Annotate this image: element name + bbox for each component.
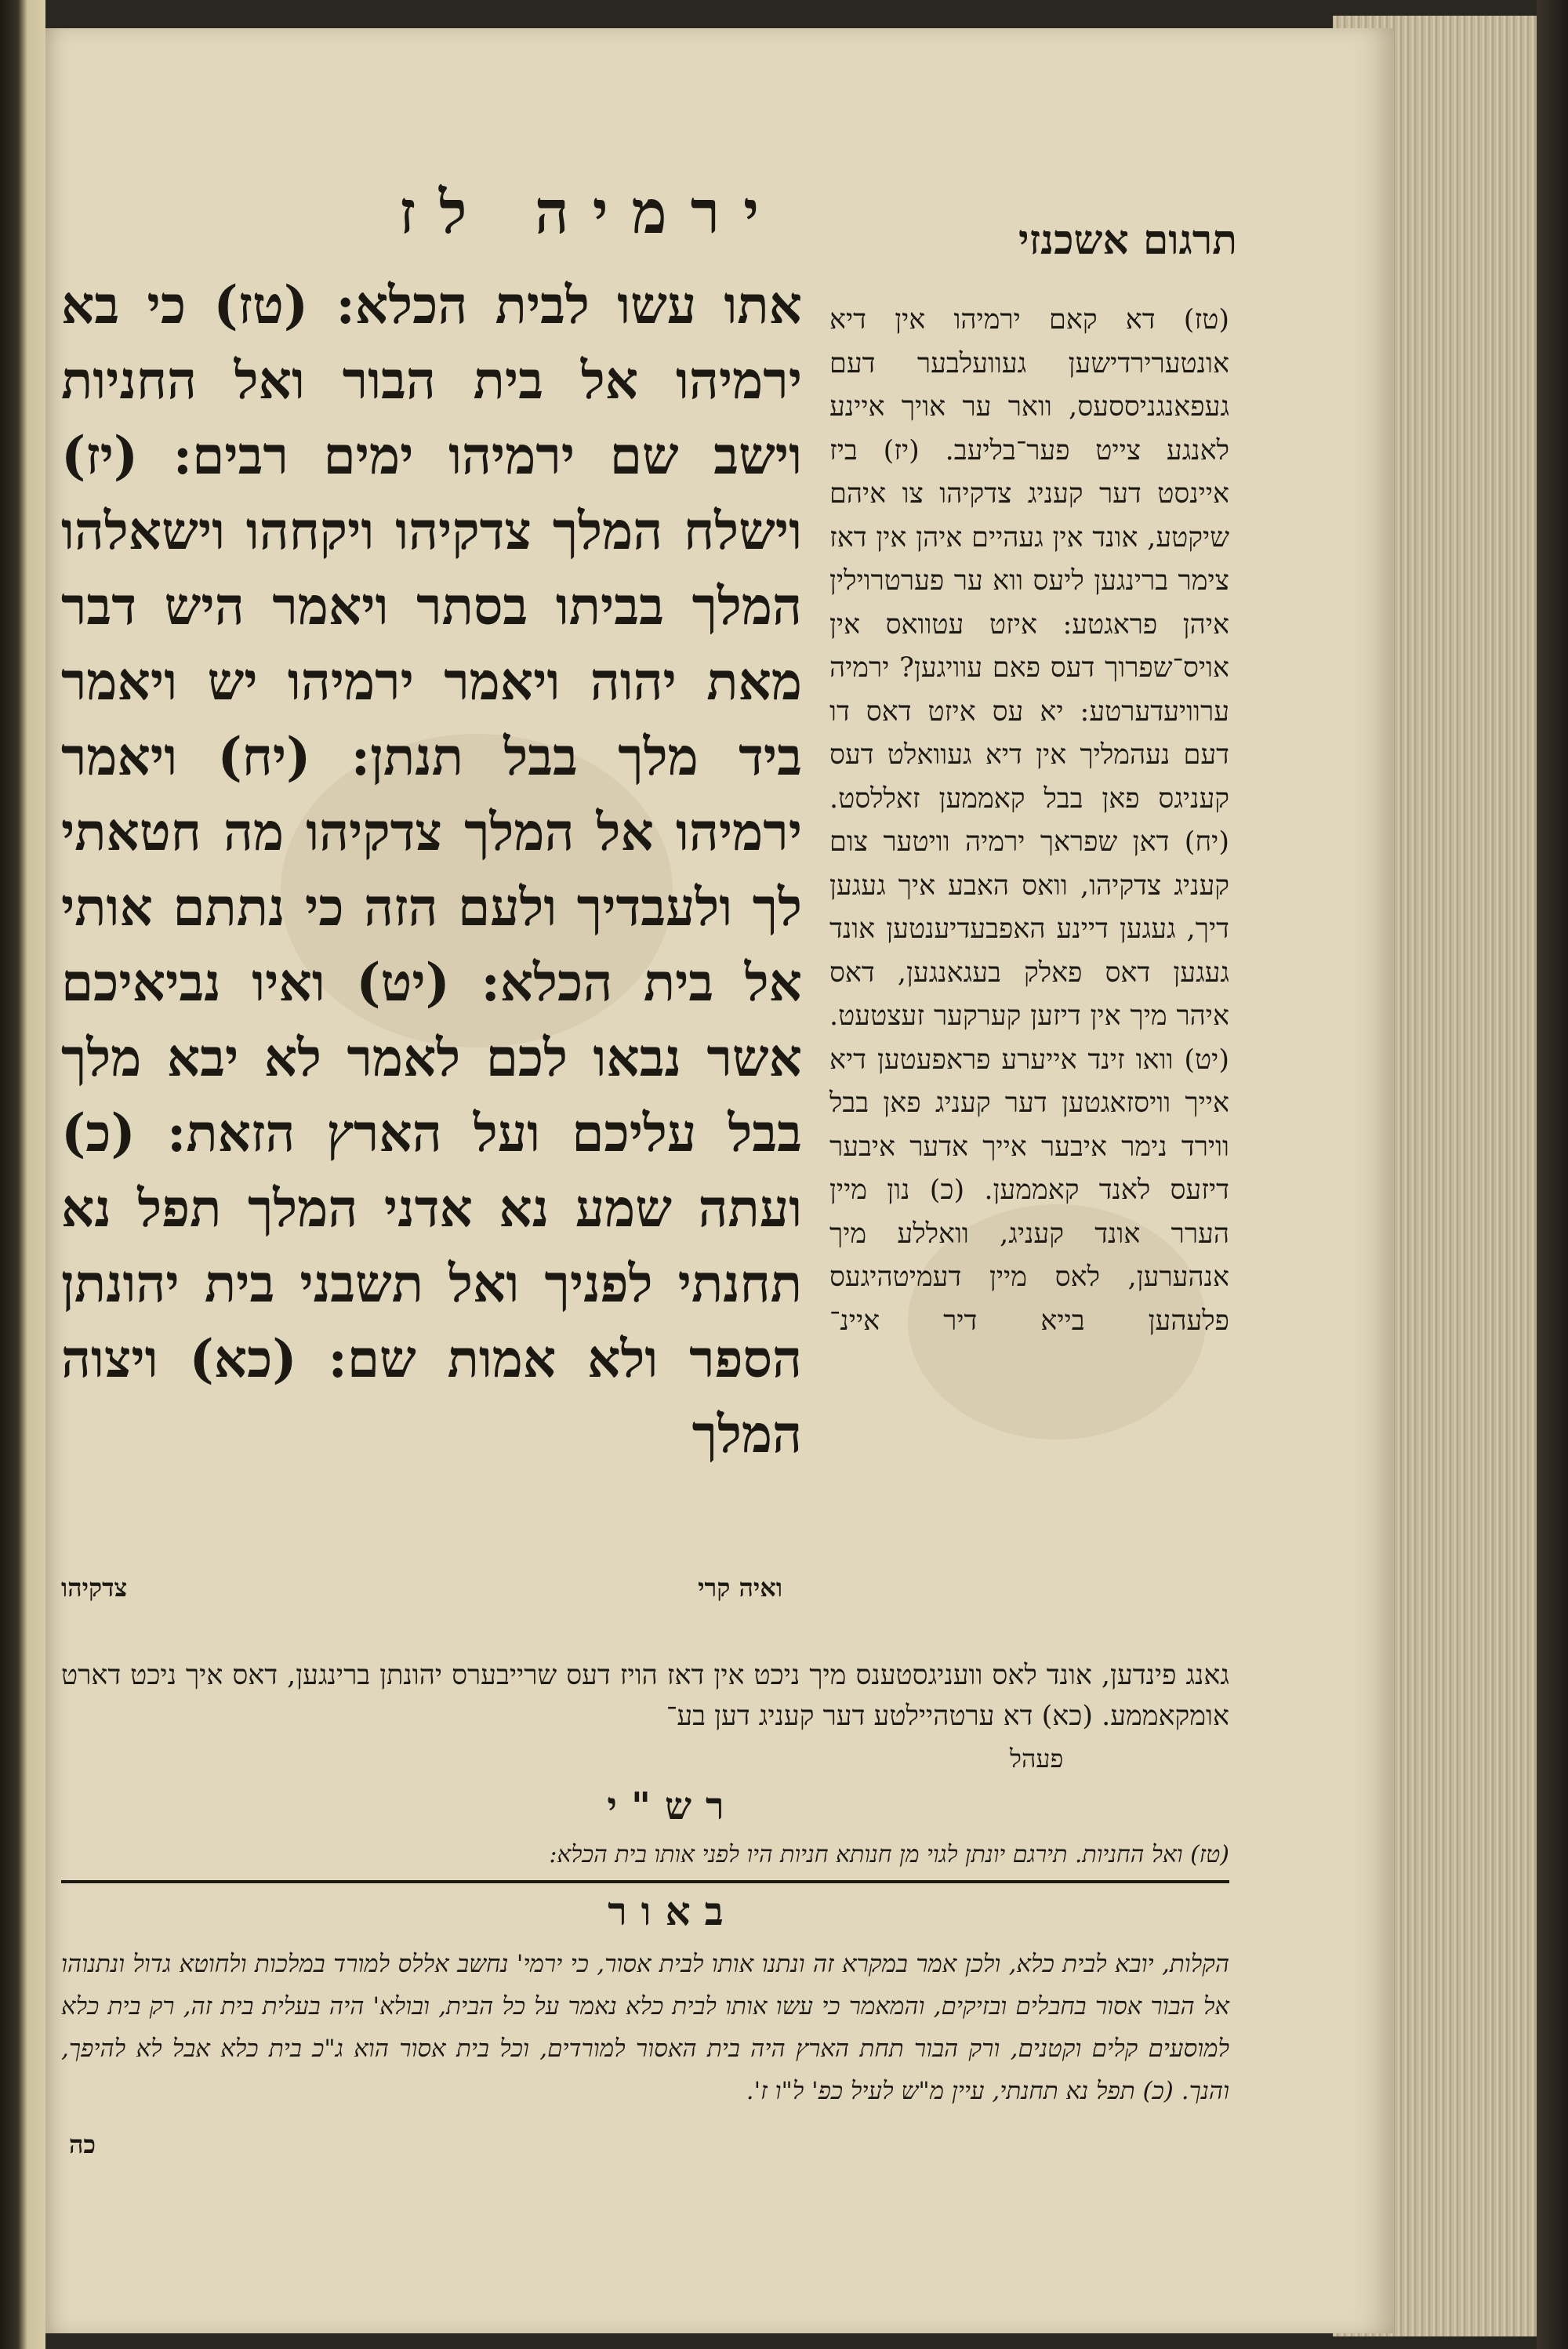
translation-column-title: תרגום אשכנזי bbox=[1018, 216, 1237, 264]
catchword: צדקיהו bbox=[61, 1573, 128, 1603]
biur-heading: באור bbox=[608, 1888, 738, 1934]
rashi-heading: רש"י bbox=[607, 1784, 739, 1828]
page-title: ירמיה לז bbox=[398, 177, 782, 247]
footnote-row bbox=[61, 1573, 782, 1603]
book-cover-edge bbox=[1537, 0, 1568, 2349]
section-divider bbox=[61, 1880, 1229, 1883]
translation-column-text: (טז) דא קאם ירמיהו אין דיא אונטערירדישען געוועלבער דעם געפאנגניססעס, וואר ער אויך איינע לאנגע צייט פער־בליעב. (יז) ביז איינסט דער קעניג צדקיהו צו איהם שיקטע, אונד אין געהיים איהן אין דאז צימר ברינגען ליעס ווא ער פערטרוילין איהן פראגטע: איזט עטוואס אין אויס־שפרוך דעס פאם עוויגען? ירמיה ערוויעדערטע: יא עס איזט דאס דו דעם נעהמליך אין דיא געוואלט דעס קעניגס פאן בבל קאממען זאללסט. (יח) דאן שפראך ירמיה וויטער צום קעניג צדקיהו, וואס האבע איך געגען דיך, געגען דיינע האפבעדיענטען אונד געגען דאס פאלק בעגאנגען, דאס איהר מיך אין דיזען קערקער זעצטעט. (יט) וואו זינד אייערע פראפעטען דיא אייך וויסזאגטען דער קעניג פאן בבל ווירד נימר איבער אייך אדער איבער דיזעס לאנד קאממען. (כ) נון מיין הערר אונד קעניג, וואללע מיך אנהערען, לאס מיין דעמיטהיגעס פלעהען בייא דיר איינ־ bbox=[829, 304, 1229, 1337]
translation-continuation: גאנג פינדען, אונד לאס וועניגסטענס מיך ניכט אין דאז הויז דעס שרייבערס יהונתן ברינגען, דאס איך ניכט דארט אומקאממע. (כא) דא ערטהיילטע דער קעניג דען בע־ bbox=[61, 1660, 1229, 1732]
left-page-edge bbox=[0, 0, 45, 2349]
rashi-commentary: (טז) ואל החניות. תירגם יונתן לגוי מן חנותא חניות היו לפני אותו בית הכלא: bbox=[549, 1841, 1229, 1868]
signature-mark: כה bbox=[69, 2129, 96, 2159]
page bbox=[45, 28, 1394, 2333]
translation-continuation-last: פעהל bbox=[1010, 1744, 1064, 1774]
main-hebrew-text: אתו עשו לבית הכלא: (טז) כי בא ירמיהו אל בית הבור ואל החניות וישב שם ירמיהו ימים רבים: (יז) וישלח המלך צדקיהו ויקחהו וישאלהו המלך בביתו בסתר ויאמר היש דבר מאת יהוה ויאמר ירמיהו יש ויאמר ביד מלך בבל תנתן: (יח) ויאמר ירמיהו אל המלך צדקיהו מה חטאתי לך ולעבדיך ולעם הזה כי נתתם אותי אל בית הכלא: (יט) ואיו נביאיכם אשר נבאו לכם לאמר לא יבא מלך בבל עליכם ועל הארץ הזאת: (כ) ועתה שמע נא אדני המלך תפל נא תחנתי לפניך ואל תשבני בית יהונתן הספר ולא אמות שם: (כא) ויצוה המלך bbox=[61, 274, 803, 1465]
keri-note: ואיה קרי bbox=[698, 1573, 782, 1603]
biur-commentary: הקלות, יובא לבית כלא, ולכן אמר במקרא זה ונתנו אותו לבית אסור, כי ירמי' נחשב אללס למורד במלכות ולחוטא גדול ונתנוהו אל הבור אסור בחבלים ובזיקים, והמאמר כי עשו אותו לבית כלא נאמר על כל הבית, ובולא' היה בעלית בית זה, רק בית כלא למוסעים קלים וקטנים, ורק הבור תחת הארץ היה בית האסור למורדים, וכל בית אסור הוא ג"כ בית כלא אבל לא להיפך, והנך. (כ) תפל נא תחנתי, עיין מ"ש לעיל כפ' ל"ו ז'. bbox=[61, 1950, 1229, 2105]
